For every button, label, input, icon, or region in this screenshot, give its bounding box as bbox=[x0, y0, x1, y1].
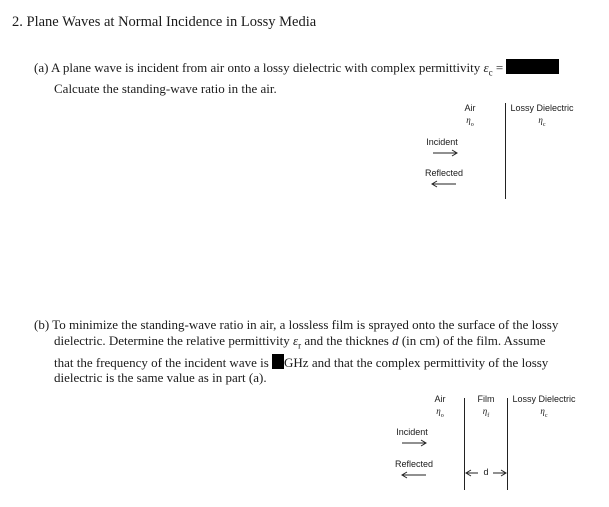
part-b-line-3: that the frequency of the incident wave is GHz and that the complex permittivity of the lossy bbox=[54, 354, 549, 370]
part-b-text bbox=[34, 317, 558, 386]
reflected-arrow-b bbox=[401, 471, 427, 479]
thickness-label: d bbox=[483, 467, 489, 477]
incident-arrow-b bbox=[402, 439, 428, 447]
air-label-b: Air bbox=[434, 394, 446, 404]
epsilon-symbol: ε bbox=[483, 60, 489, 75]
reflected-label-a: Reflected bbox=[424, 168, 464, 178]
epsilon-subscript: c bbox=[488, 67, 493, 78]
air-label-a: Air bbox=[464, 103, 476, 113]
interface-line-a bbox=[505, 103, 506, 199]
part-a-line-2: Calcuate the standing-wave ratio in the air. bbox=[54, 81, 277, 97]
d-symbol: d bbox=[392, 332, 399, 348]
part-b-line-4: dielectric is the same value as in part (a). bbox=[54, 370, 267, 386]
redacted-frequency bbox=[272, 354, 284, 369]
film-lossy-interface bbox=[507, 398, 508, 490]
part-a-text bbox=[34, 59, 559, 97]
lossy-eta-a: $\eta_c$ bbox=[538, 115, 546, 128]
incident-label-b: Incident bbox=[396, 427, 428, 437]
epsilon-r-symbol: ε bbox=[292, 332, 299, 348]
lossy-label-a: Lossy Dielectric bbox=[510, 103, 574, 113]
reflected-label-b: Reflected bbox=[394, 459, 434, 469]
incident-arrow-a bbox=[433, 149, 459, 157]
film-label-b: Film bbox=[477, 394, 495, 404]
problem-title: 2. Plane Waves at Normal Incidence in Lossy Media bbox=[12, 14, 317, 30]
redacted-value bbox=[506, 59, 559, 74]
lossy-label-b: Lossy Dielectric bbox=[512, 394, 576, 404]
lossy-eta-b: $\eta_c$ bbox=[540, 406, 548, 419]
part-b-line-1: (b) To minimize the standing-wave ratio in air, a lossless film is sprayed onto the surface of the lossy bbox=[34, 317, 559, 332]
air-eta-a: $\eta_o$ bbox=[466, 115, 474, 128]
film-eta-b: $\eta_f$ bbox=[482, 406, 490, 419]
part-a-line-1: (a) A plane wave is incident from air onto a lossy dielectric with complex permittivity $\varepsilon_c$ = bbox=[34, 59, 559, 81]
air-eta-b: $\eta_o$ bbox=[436, 406, 444, 419]
incident-label-a: Incident bbox=[426, 137, 458, 147]
reflected-arrow-a bbox=[431, 180, 457, 188]
part-b-line-2: dielectric. Determine the relative permittivity $\varepsilon_r$ and the thicknes d (in cm) of the film. Assume bbox=[54, 332, 546, 351]
